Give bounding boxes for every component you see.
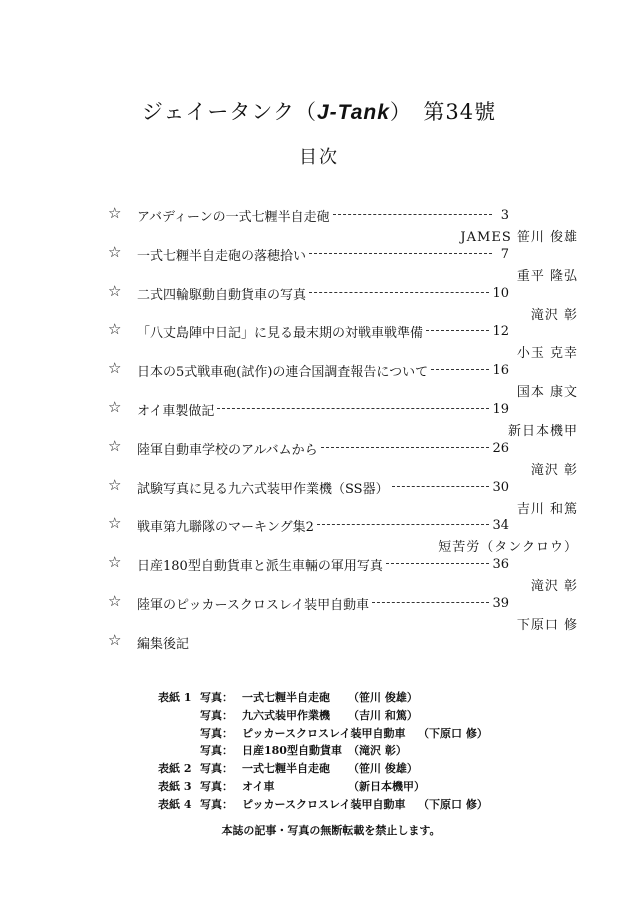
star-icon: ☆ [108, 320, 122, 339]
toc-author: 新日本機甲 [507, 423, 578, 439]
photo-description: 日産180型自動貨車 [242, 744, 342, 758]
star-icon: ☆ [108, 514, 122, 533]
photo-description: ピッカースクロスレイ装甲自動車 [242, 726, 406, 740]
star-icon: ☆ [108, 436, 122, 455]
toc-author: 国本 康文 [516, 385, 578, 401]
star-icon: ☆ [108, 204, 122, 222]
toc-entry [108, 243, 578, 282]
toc-page: 19 [492, 401, 509, 417]
toc-entry [108, 437, 578, 476]
toc-line [137, 633, 509, 652]
toc-line [137, 516, 509, 535]
toc-page: 26 [492, 440, 509, 456]
page-title [0, 96, 638, 126]
star-icon: ☆ [108, 359, 122, 378]
dot-leader [321, 447, 490, 448]
photo-label: 写真： [200, 762, 233, 776]
toc-author: 吉川 和篤 [516, 501, 578, 517]
photo-description: 九六式装甲作業機 [242, 708, 330, 722]
toc-line [137, 361, 509, 380]
toc-entry [108, 204, 578, 243]
star-icon: ☆ [108, 630, 122, 649]
cover-number: 表紙 3 [158, 779, 192, 793]
toc-page: 12 [492, 324, 509, 340]
toc-page: 10 [492, 285, 509, 301]
toc-line [137, 555, 509, 574]
toc-author: 小玉 克幸 [516, 346, 578, 362]
toc-entry [108, 592, 578, 631]
photo-credit: （吉川 和篤） [348, 708, 418, 722]
toc-title: 日本の5式戦車砲(試作)の連合国調査報告について [137, 365, 429, 381]
star-icon: ☆ [108, 553, 122, 572]
star-icon: ☆ [108, 475, 122, 494]
toc-title: 「八丈島陣中日記」に見る最末期の対戦車戦準備 [137, 326, 424, 342]
toc-entry [108, 398, 578, 437]
toc-line [137, 206, 509, 225]
toc-page: 34 [492, 518, 509, 534]
title-prefix: ジェイータンク（ [141, 100, 317, 124]
toc-entry [108, 553, 578, 595]
photo-credit: （下原口 修） [418, 726, 488, 740]
dot-leader [317, 524, 490, 525]
photo-description: 一式七糎半自走砲 [242, 762, 330, 776]
photo-label: 写真： [200, 744, 233, 758]
star-icon: ☆ [108, 242, 122, 261]
toc-title: 戦車第九聯隊のマーキング集2 [137, 520, 314, 536]
photo-label: 写真： [200, 797, 233, 811]
photo-description: ピッカースクロスレイ装甲自動車 [242, 797, 406, 811]
toc-title: 陸軍自動車学校のアルバムから [137, 442, 318, 458]
copyright-notice: 本誌の記事・写真の無断転載を禁止します。 [221, 824, 441, 837]
toc-title: オイ車製做記 [137, 403, 215, 419]
toc-entry [108, 282, 578, 321]
toc-title: 編集後記 [137, 636, 190, 652]
photo-credit: （滝沢 彰） [348, 744, 407, 758]
toc-page: 3 [500, 208, 509, 223]
dot-leader [309, 253, 492, 254]
dot-leader [392, 486, 490, 487]
toc-line [137, 594, 509, 613]
cover-number: 表紙 1 [158, 691, 192, 704]
dot-leader [426, 330, 489, 331]
cover-number: 表紙 4 [158, 797, 192, 811]
toc-entry [108, 359, 578, 401]
toc-author: 滝沢 彰 [530, 307, 578, 323]
star-icon: ☆ [108, 591, 122, 610]
toc-page: 30 [492, 479, 509, 495]
toc-page: 7 [500, 246, 509, 262]
dot-leader [333, 214, 492, 215]
toc-author: 重平 隆弘 [516, 268, 578, 284]
toc-line [137, 400, 509, 419]
photo-credit: （笹川 俊雄） [348, 762, 418, 776]
toc-line [137, 284, 509, 303]
toc-page: 16 [492, 363, 509, 379]
toc-page: 36 [492, 557, 509, 573]
dot-leader [217, 408, 489, 409]
dot-leader [372, 602, 489, 603]
toc-author: 滝沢 彰 [530, 579, 578, 595]
toc-author: JAMES 笹川 俊雄 [460, 230, 578, 245]
star-icon: ☆ [108, 281, 122, 300]
dot-leader [386, 563, 490, 564]
dot-leader [431, 369, 489, 370]
toc-line [137, 245, 509, 264]
title-english: J-Tank [317, 101, 390, 124]
photo-credit: （下原口 修） [418, 797, 488, 811]
table-of-contents [108, 204, 578, 670]
toc-line [137, 478, 509, 497]
toc-entry [108, 514, 578, 556]
toc-title: 二式四輪駆動自動貨車の写真 [137, 287, 307, 303]
toc-author: 短苦労（タンクロウ） [438, 540, 578, 556]
toc-entry [108, 476, 578, 515]
photo-description: オイ車 [242, 779, 275, 793]
photo-label: 写真： [200, 708, 233, 722]
toc-title: アバディーンの一式七糎半自走砲 [137, 210, 330, 225]
toc-title: 一式七糎半自走砲の落穂拾い [137, 248, 307, 264]
toc-title: 陸軍のピッカースクロスレイ装甲自動車 [137, 597, 370, 613]
title-suffix: ） 第34號 [389, 100, 497, 124]
toc-author: 滝沢 彰 [530, 462, 578, 478]
toc-line [137, 439, 509, 458]
dot-leader [309, 292, 489, 293]
toc-title: 日産180型自動貨車と派生車輛の軍用写真 [137, 559, 383, 575]
toc-title: 試験写真に見る九六式装甲作業機（SS器） [137, 481, 389, 497]
toc-line [137, 322, 509, 341]
photo-label: 写真： [200, 726, 233, 740]
photo-label: 写真： [200, 779, 233, 793]
toc-author: 下原口 修 [516, 617, 578, 633]
toc-entry [108, 320, 578, 362]
page-subtitle: 目次 [299, 147, 339, 168]
star-icon: ☆ [108, 397, 122, 416]
toc-entry [108, 631, 578, 670]
cover-number: 表紙 2 [158, 762, 192, 776]
photo-label: 写真： [200, 691, 233, 704]
toc-page: 39 [492, 595, 509, 611]
photo-description: 一式七糎半自走砲 [242, 691, 330, 704]
photo-credit: （笹川 俊雄） [348, 691, 418, 704]
photo-credit: （新日本機甲） [348, 779, 425, 793]
